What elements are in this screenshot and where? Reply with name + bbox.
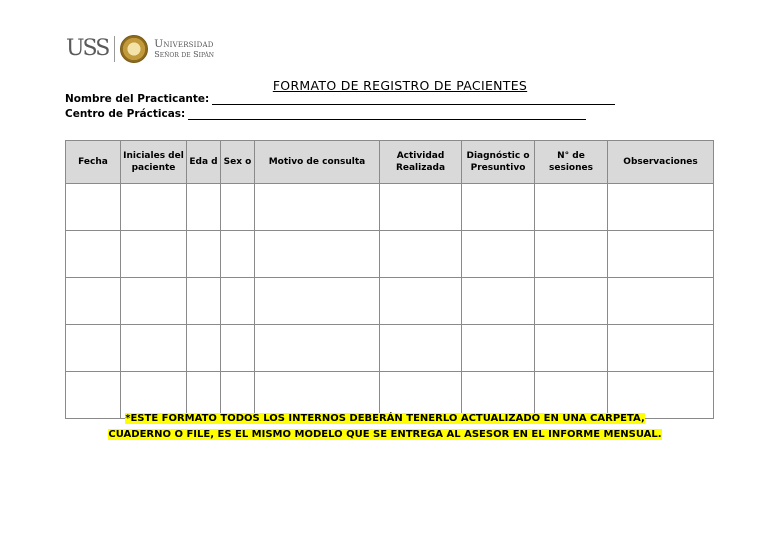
table-cell[interactable]	[66, 184, 121, 231]
table-cell[interactable]	[187, 278, 221, 325]
university-seal-icon	[120, 35, 148, 63]
practicante-label: Nombre del Practicante:	[65, 93, 210, 105]
university-logo	[66, 33, 214, 65]
table-cell[interactable]	[535, 231, 608, 278]
table-cell[interactable]	[187, 184, 221, 231]
table-cell[interactable]	[255, 278, 380, 325]
patient-register-table	[65, 140, 714, 419]
column-header-diagnostico: Diagnóstic o Presuntivo	[462, 141, 535, 184]
column-header-sesiones: N° de sesiones	[535, 141, 608, 184]
column-header-edad: Eda d	[187, 141, 221, 184]
centro-line[interactable]	[188, 108, 586, 120]
table-cell[interactable]	[121, 184, 187, 231]
table-cell[interactable]	[255, 231, 380, 278]
table-cell[interactable]	[221, 325, 255, 372]
centro-field	[65, 108, 586, 120]
column-header-observaciones: Observaciones	[608, 141, 714, 184]
logo-line-2: Señor de Sipán	[154, 49, 215, 59]
document-title: FORMATO DE REGISTRO DE PACIENTES	[272, 78, 528, 93]
table-cell[interactable]	[535, 278, 608, 325]
highlighted-note	[60, 411, 710, 443]
column-header-actividad: Actividad Realizada	[380, 141, 462, 184]
centro-label: Centro de Prácticas:	[65, 108, 186, 120]
table-cell[interactable]	[121, 325, 187, 372]
table-cell[interactable]	[462, 278, 535, 325]
table-header-row	[66, 141, 714, 184]
table-cell[interactable]	[380, 278, 462, 325]
table-cell[interactable]	[221, 231, 255, 278]
logo-text	[154, 39, 214, 59]
logo-mark: USS	[66, 36, 109, 61]
table-cell[interactable]	[462, 325, 535, 372]
note-line-2: CUADERNO O FILE, ES EL MISMO MODELO QUE SE ENTREGA AL ASESOR EN EL INFORME MENSUAL.	[108, 429, 662, 440]
table-cell[interactable]	[462, 184, 535, 231]
table-cell[interactable]	[187, 231, 221, 278]
table-cell[interactable]	[380, 231, 462, 278]
table-cell[interactable]	[187, 325, 221, 372]
table-cell[interactable]	[66, 231, 121, 278]
table-cell[interactable]	[608, 231, 714, 278]
column-header-fecha: Fecha	[66, 141, 121, 184]
table-row	[66, 325, 714, 372]
table-cell[interactable]	[608, 325, 714, 372]
table-cell[interactable]	[66, 278, 121, 325]
table-cell[interactable]	[462, 231, 535, 278]
table-cell[interactable]	[221, 278, 255, 325]
table-cell[interactable]	[535, 325, 608, 372]
table-cell[interactable]	[380, 325, 462, 372]
table-cell[interactable]	[608, 278, 714, 325]
note-line-1: *ESTE FORMATO TODOS LOS INTERNOS DEBERÁN TENERLO ACTUALIZADO EN UNA CARPETA,	[125, 413, 645, 424]
table-row	[66, 184, 714, 231]
table-cell[interactable]	[221, 184, 255, 231]
table-cell[interactable]	[380, 184, 462, 231]
table-cell[interactable]	[255, 325, 380, 372]
table-row	[66, 231, 714, 278]
column-header-motivo: Motivo de consulta	[255, 141, 380, 184]
practicante-field	[65, 93, 615, 105]
practicante-line[interactable]	[212, 93, 615, 105]
table-cell[interactable]	[66, 325, 121, 372]
logo-divider	[114, 36, 115, 62]
table-row	[66, 278, 714, 325]
table-cell[interactable]	[608, 184, 714, 231]
column-header-sexo: Sex o	[221, 141, 255, 184]
table-cell[interactable]	[255, 184, 380, 231]
table-cell[interactable]	[121, 278, 187, 325]
column-header-iniciales: Iniciales del paciente	[121, 141, 187, 184]
logo-line-1: Universidad	[154, 38, 214, 51]
table-cell[interactable]	[535, 184, 608, 231]
table-cell[interactable]	[121, 231, 187, 278]
